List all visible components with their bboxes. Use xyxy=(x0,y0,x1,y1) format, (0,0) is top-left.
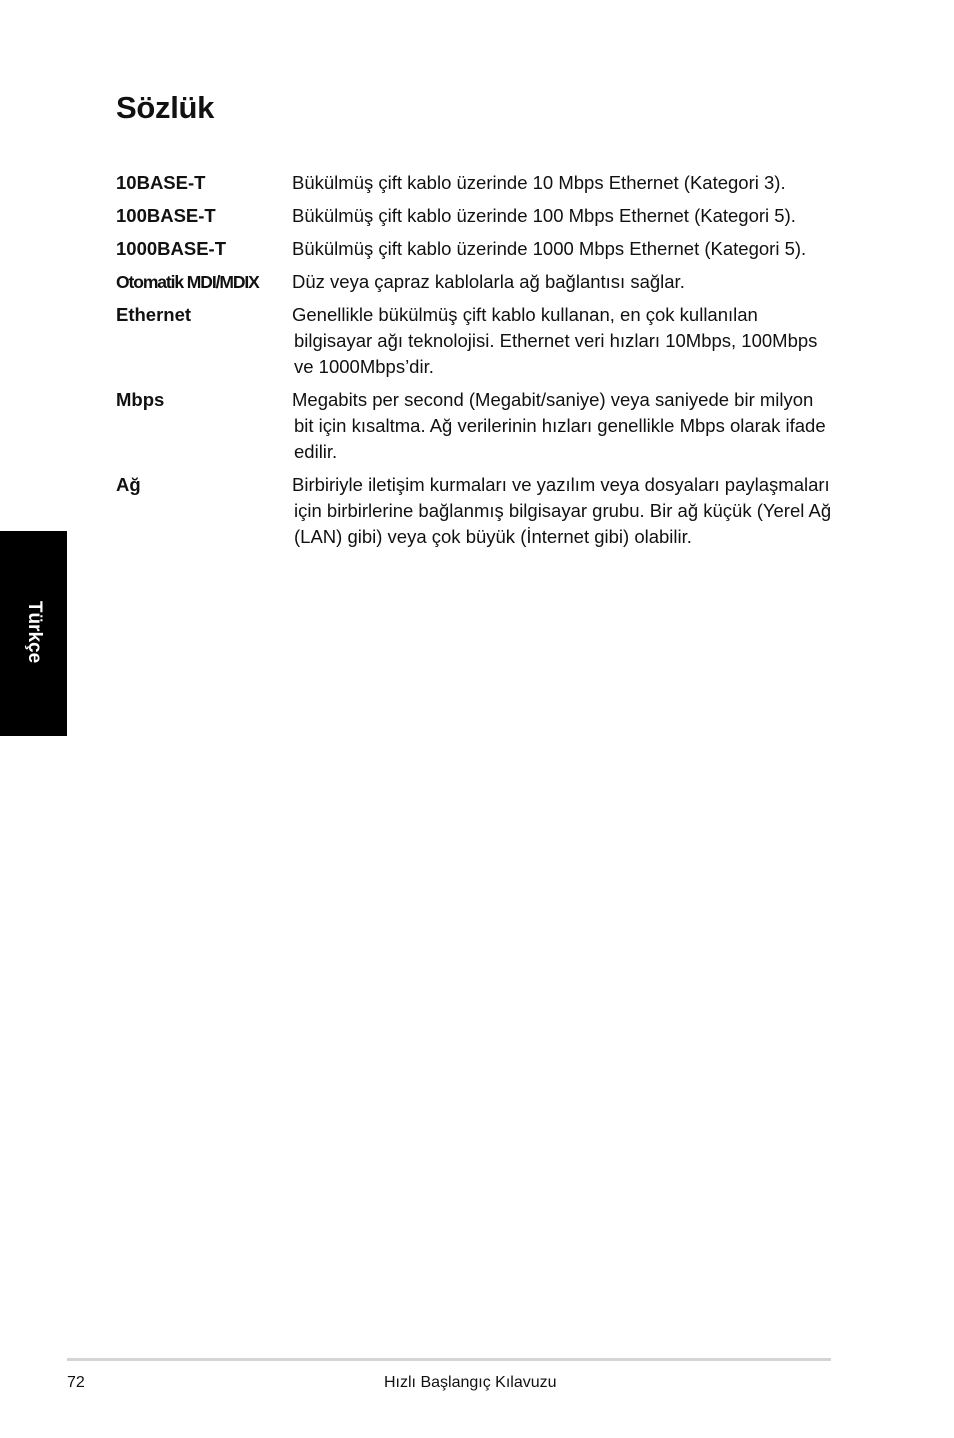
glossary-definition: Megabits per second (Megabit/saniye) veya saniyede bir milyon bit için kısaltma. Ağ verilerinin hızları genellikle Mbps olarak ifade edilir. xyxy=(292,389,826,462)
glossary-entry xyxy=(116,472,836,550)
glossary-entry xyxy=(116,170,836,196)
glossary-definition: Birbiriyle iletişim kurmaları ve yazılım veya dosyaları paylaşmaları için birbirlerine bağlanmış bilgisayar grubu. Bir ağ küçük (Yerel Ağ (LAN) gibi) veya çok büyük (İnternet gibi) olabilir. xyxy=(292,474,832,547)
glossary-term: Mbps xyxy=(116,389,165,410)
page-number: 72 xyxy=(67,1374,85,1391)
glossary-term: Ağ xyxy=(116,474,141,495)
glossary-entry xyxy=(116,203,836,229)
glossary-definition: Genellikle bükülmüş çift kablo kullanan, en çok kullanılan bilgisayar ağı teknolojisi. Ethernet veri hızları 10Mbps, 100Mbps ve 1000Mbps’dir. xyxy=(292,304,818,377)
glossary-term: Ethernet xyxy=(116,304,192,325)
glossary-term: 1000BASE-T xyxy=(116,238,227,259)
glossary-definition: Bükülmüş çift kablo üzerinde 100 Mbps Ethernet (Kategori 5). xyxy=(292,205,796,226)
glossary-term: Otomatik MDI/MDIX xyxy=(116,272,259,292)
page-title: Sözlük xyxy=(116,90,215,125)
glossary-entry xyxy=(116,302,836,380)
glossary-term: 10BASE-T xyxy=(116,172,206,193)
glossary-entry xyxy=(116,269,836,295)
glossary-definition: Bükülmüş çift kablo üzerinde 1000 Mbps Ethernet (Kategori 5). xyxy=(292,238,807,259)
glossary-definition: Bükülmüş çift kablo üzerinde 10 Mbps Ethernet (Kategori 3). xyxy=(292,172,786,193)
footer-divider xyxy=(67,1358,831,1361)
language-side-tab-label: Türkçe xyxy=(24,600,45,664)
glossary-list xyxy=(116,170,836,557)
glossary-definition: Düz veya çapraz kablolarla ağ bağlantısı sağlar. xyxy=(292,271,685,292)
glossary-entry xyxy=(116,387,836,465)
glossary-term: 100BASE-T xyxy=(116,205,216,226)
footer-title: Hızlı Başlangıç Kılavuzu xyxy=(384,1374,557,1391)
glossary-entry xyxy=(116,236,836,262)
